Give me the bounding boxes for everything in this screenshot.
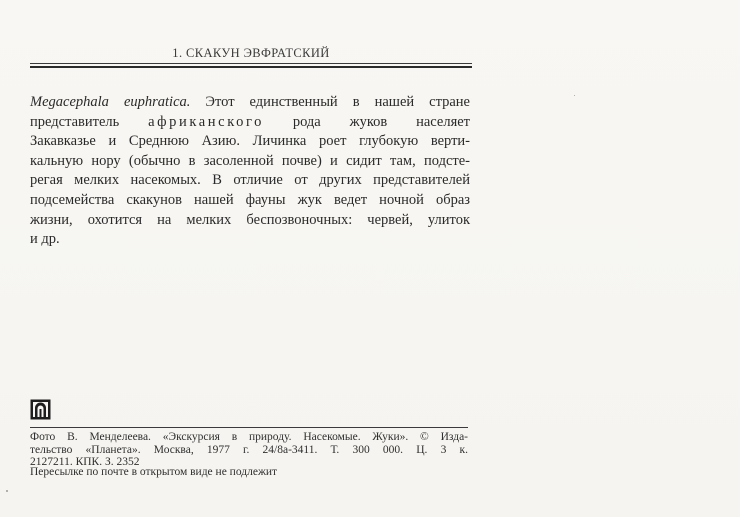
description-line-8: и др. xyxy=(30,231,60,248)
paper-speck xyxy=(574,95,575,96)
description-line-5: регая мелких насекомых. В отличие от других представителей xyxy=(30,172,470,189)
description-line-7: жизни, охотится на мелких беспозвоночных: червей, улиток xyxy=(30,211,470,228)
description-line-6: подсемейства скакунов нашей фауны жук ведет ночной образ xyxy=(30,191,470,208)
description-line-2 xyxy=(30,113,470,133)
heading-rule-thick xyxy=(30,66,472,68)
description-line-1 xyxy=(30,93,470,113)
description-line-4: кальную нору (обычно в засоленной почве) и сидит там, подсте- xyxy=(30,152,470,169)
credits-line-3: 2127211. КПК. З. 2352 xyxy=(30,456,140,468)
description-line-2-end: рода жуков населяет xyxy=(292,113,471,130)
publisher-logo-icon xyxy=(30,399,51,420)
species-description xyxy=(30,93,470,250)
description-line-3: Закавказье и Среднюю Азию. Личинка роет глубокую верти- xyxy=(30,133,470,150)
credits-line-1: Фото В. Менделеева. «Экскурсия в природу. Насекомые. Жуки». © Изда- xyxy=(30,431,468,443)
description-line-2-start: представитель xyxy=(30,113,120,130)
publication-credits xyxy=(30,431,468,469)
description-line-1-text: Этот единственный в нашей стране xyxy=(205,94,470,110)
card-heading: 1. СКАКУН ЭВФРАТСКИЙ xyxy=(172,46,330,60)
paper-speck xyxy=(6,490,8,492)
mailing-notice: Пересылке по почте в открытом виде не подлежит xyxy=(30,466,278,478)
description-line-2-spaced-word: африканского xyxy=(148,113,264,130)
latin-species-name: Megacephala euphratica. xyxy=(30,94,191,110)
credits-line-2: тельство «Планета». Москва, 1977 г. 24/8а-3411. Т. 300 000. Ц. 3 к. xyxy=(30,443,468,456)
credits-rule xyxy=(30,427,468,428)
heading-rule-thin xyxy=(30,63,472,64)
